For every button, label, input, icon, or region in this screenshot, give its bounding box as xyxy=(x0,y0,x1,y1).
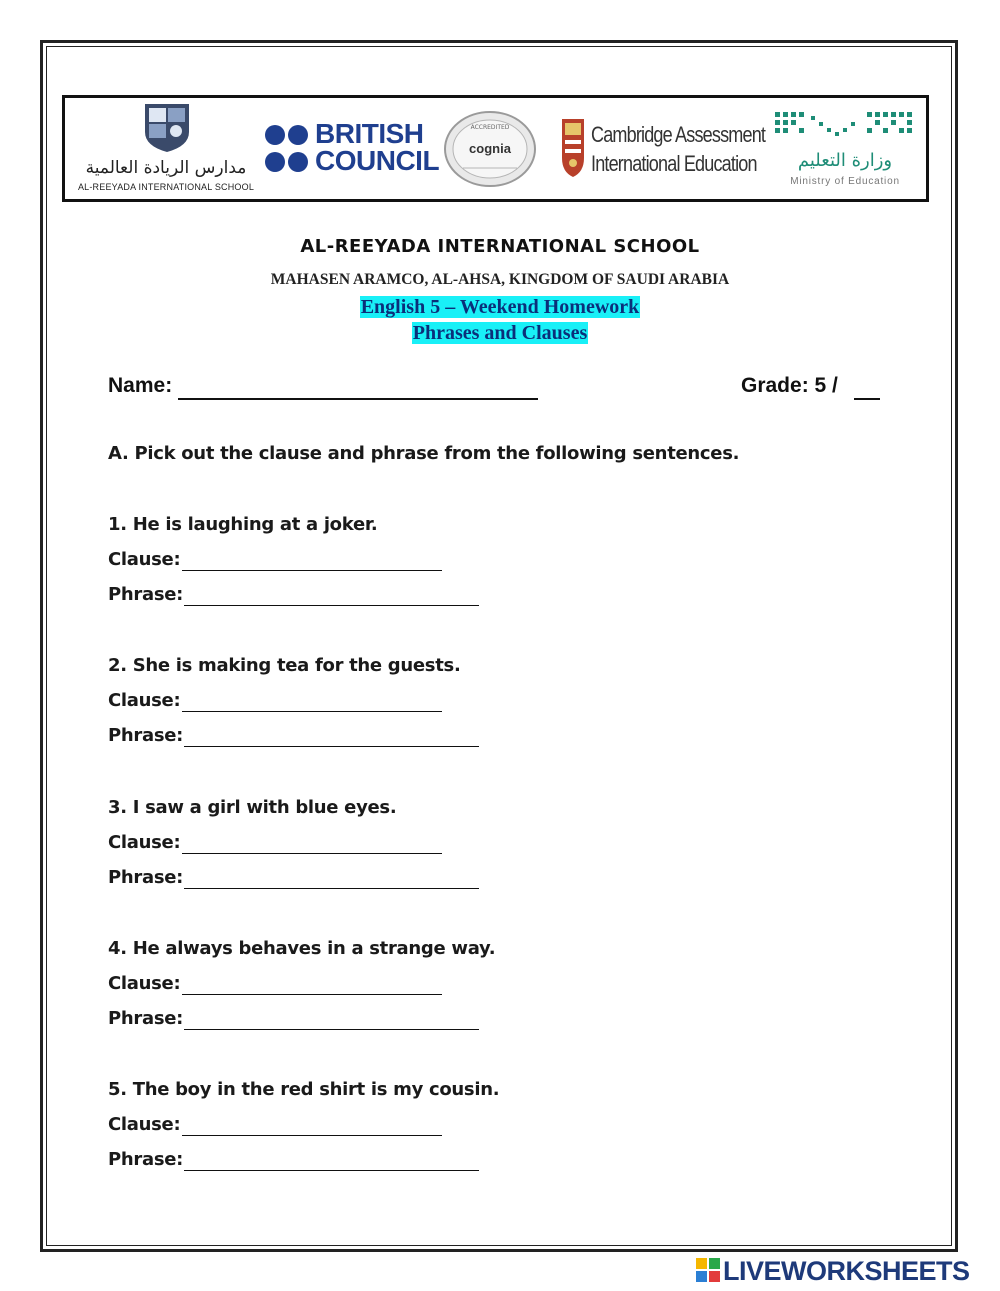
clause-answer-field[interactable] xyxy=(182,994,442,995)
clause-label: Clause: xyxy=(108,832,181,853)
british-council-wordmark xyxy=(315,120,439,174)
question-sentence: 1. He is laughing at a joker. xyxy=(108,514,378,535)
british-council-dots-icon xyxy=(263,122,311,176)
british-council-line1: BRITISH xyxy=(315,118,424,149)
reeyada-english-name: AL-REEYADA INTERNATIONAL SCHOOL xyxy=(77,182,255,192)
reeyada-logo xyxy=(71,102,261,194)
ministry-dots-icon xyxy=(771,108,919,148)
question-sentence: 4. He always behaves in a strange way. xyxy=(108,938,496,959)
phrase-label: Phrase: xyxy=(108,725,184,746)
school-name: AL-REEYADA INTERNATIONAL SCHOOL xyxy=(300,236,700,257)
question-sentence: 3. I saw a girl with blue eyes. xyxy=(108,797,397,818)
school-address: MAHASEN ARAMCO, AL-AHSA, KINGDOM OF SAUDI ARABIA xyxy=(270,271,730,288)
cognia-label: cognia xyxy=(469,141,511,156)
grade-label: Grade: 5 / xyxy=(741,374,838,397)
reeyada-arabic-name: مدارس الريادة العالمية xyxy=(85,158,247,178)
question-sentence: 5. The boy in the red shirt is my cousin. xyxy=(108,1079,500,1100)
phrase-answer-field[interactable] xyxy=(184,746,479,747)
question-sentence: 2. She is making tea for the guests. xyxy=(108,655,461,676)
phrase-answer-field[interactable] xyxy=(184,1029,479,1030)
cambridge-logo xyxy=(561,116,766,182)
british-council-logo xyxy=(263,118,440,178)
clause-label: Clause: xyxy=(108,690,181,711)
cognia-seal xyxy=(443,110,537,188)
ministry-english-name: Ministry of Education xyxy=(790,176,900,187)
clause-label: Clause: xyxy=(108,973,181,994)
phrase-label: Phrase: xyxy=(108,1149,184,1170)
clause-label: Clause: xyxy=(108,549,181,570)
phrase-label: Phrase: xyxy=(108,584,184,605)
clause-label: Clause: xyxy=(108,1114,181,1135)
liveworksheets-icon xyxy=(696,1258,720,1282)
worksheet-subtitle: Phrases and Clauses xyxy=(412,322,588,344)
grade-section-field[interactable] xyxy=(854,398,880,400)
ministry-logo xyxy=(771,108,919,192)
clause-answer-field[interactable] xyxy=(182,570,442,571)
logo-banner xyxy=(62,95,929,202)
phrase-label: Phrase: xyxy=(108,867,184,888)
clause-answer-field[interactable] xyxy=(182,853,442,854)
cognia-ring-text: ACCREDITED xyxy=(470,124,510,131)
phrase-answer-field[interactable] xyxy=(184,1170,479,1171)
cambridge-shield-icon xyxy=(561,118,585,178)
name-label: Name: xyxy=(108,374,173,397)
phrase-answer-field[interactable] xyxy=(184,888,479,889)
page-border-inner xyxy=(46,46,952,1246)
cambridge-wordmark xyxy=(591,120,765,178)
liveworksheets-brand: LIVEWORKSHEETS xyxy=(723,1256,970,1286)
worksheet-subtitle-line xyxy=(0,322,1000,345)
ministry-arabic-name: وزارة التعليم xyxy=(797,150,893,171)
name-field[interactable] xyxy=(178,398,538,400)
cambridge-line1: Cambridge Assessment xyxy=(591,122,766,147)
liveworksheets-footer xyxy=(696,1256,996,1286)
phrase-label: Phrase: xyxy=(108,1008,184,1029)
reeyada-shield-icon xyxy=(143,102,191,154)
cambridge-line2: International Education xyxy=(591,151,757,176)
section-a-instruction: A. Pick out the clause and phrase from the following sentences. xyxy=(108,443,740,464)
phrase-answer-field[interactable] xyxy=(184,605,479,606)
worksheet-title-line xyxy=(0,296,1000,319)
worksheet-title: English 5 – Weekend Homework xyxy=(360,296,640,318)
clause-answer-field[interactable] xyxy=(182,1135,442,1136)
clause-answer-field[interactable] xyxy=(182,711,442,712)
british-council-line2: COUNCIL xyxy=(315,145,440,176)
